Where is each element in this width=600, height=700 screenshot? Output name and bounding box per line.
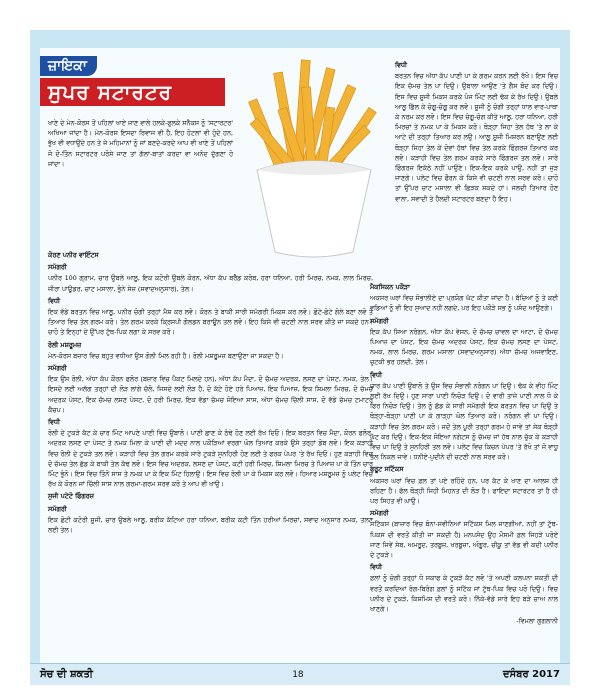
recipe-heading: ਮੈਕਸਿਕਨ ਪਕੌੜਾ bbox=[370, 283, 410, 291]
ingredients-text: ਇਕ ਛੋਟੀ ਕਟੋਰੀ ਸੂਜੀ, ਚਾਰ ਉਬਲੇ ਆਲੂ, ਬਰੀਕ ਕੱਟਿਆ ਹਰਾ ਧਨਿਆ, ਬਰੀਕ ਕਟੀ ਤਿੰਨ ਹਰੀਆਂ ਮਿਰਚਾਂ, ਸਵਾਦ ਅਨੁਸਾਰ ਨਮਕ, ਤਲਣ ਲਈ ਤੇਲ। bbox=[48, 515, 373, 535]
page-footer bbox=[30, 663, 570, 685]
left-column bbox=[48, 248, 373, 537]
method-text: ਫ਼ਲਾਂ ਨੂੰ ਚੰਗੀ ਤਰ੍ਹਾਂ ਧੋ ਸਕਾਫ ਕੇ ਟੁਕੜੇ ਕੱਟ ਲਵੋ 'ਤੇ ਅਪਣੀ ਕਲਪਨਾ ਸ਼ਕਤੀ ਦੀ ਵਰਤੋਂ ਕਰਦਿਆਂ ਰੰਗ-ਬਿਰੰਗ ਫ਼ਲਾਂ ਨੂੰ ਸਟਿੱਕ ਜਾਂ ਟੁੱਥ-ਪਿਕ ਵਿਚ ਪਰੋ ਦਿਉ। ਵਿਚ ਪਨੀਰ ਦੇ ਟੁਕੜੇ, ਕਿਸ਼ਮਿਸ਼ ਦੀ ਵਰਤੋਂ ਕਰੋ। ਨਿੱਕੇ-ਵੱਡੇ ਸਾਰੇ ਇਹ ਬੜੇ ਚਾਅ ਨਾਲ ਖਾਣਗੇ। bbox=[370, 574, 558, 614]
recipe-heading: ਰੋਲੀ ਮਸ਼ਰੂਮਜ਼ bbox=[48, 340, 82, 349]
method-text: ਬਰਤਨ ਵਿਚ ਅੱਧਾ ਕੱਪ ਪਾਣੀ ਪਾ ਕੇ ਗਰਮ ਕਰਨ ਲਈ ਰੱਖੋ। ਇਸ ਵਿਚ ਇਕ ਚੱਮਚ ਤੇਲ ਪਾ ਦਿਉ। ਉਬਾਲਾ ਆਉਣ 'ਤੇ ਗੈਸ ਬੰਦ ਕਰ ਦਿਉ। ਇਸ ਵਿਚ ਸੂਜੀ ਮਿਕਸ ਕਰਕੇ ਪੰਜ ਮਿੰਟ ਲਈ ਢੱਕ ਕੇ ਰੱਖ ਦਿਉ। ਉਬਲੇ ਆਲੂ ਛਿੱਲ ਕੇ ਚੰਗੂ-ਚੰਗੂ ਕਰ ਲਵੋ। ਸੂਜੀ ਨੂੰ ਚੰਗੀ ਤਰ੍ਹਾਂ ਧਾਲ ਵਾਰ-ਪਾਥਾ ਕੇ ਨਰਮ ਕਰ ਲਵੋ। ਇਸ ਵਿਚ ਚੰਗੂ-ਚੰਗ ਕੀਤੇ ਆਲੂ, ਹਰਾ ਧਨਿਆ, ਹਰੀ ਮਿਰਚਾਂ ਤੇ ਨਮਕ ਪਾ ਕੇ ਮਿਕਸ ਕਰੋ। ਥੋੜ੍ਹਾ ਜਿਹਾ ਤੇਲ ਹੱਥ 'ਤੇ ਲਾ ਕੇ ਆਟੇ ਦੀ ਤਰ੍ਹਾਂ ਤਿਆਰ ਕਰ ਲਉ। ਆਲੂ ਸੂਜੀ ਮਿਸ਼ਰਨ ਬਣਾਉਣ ਲਈ ਥੋੜ੍ਹਾ ਜਿਹਾ ਤੇਲ ਕੇ ਦੋਵਾਂ ਹੱਥਾਂ ਵਿਚ ਤੇਲ ਕਰਕੇ ਫਿੰਗਰਜ਼ ਤਿਆਰ ਕਰ ਲਵੋ। ਕੜਾਹੀ ਵਿਚ ਤੇਲ ਗਰਮ ਕਰਕੇ ਸਾਰੇ ਫਿੰਗਰਜ਼ ਤਲ ਲਵੋ। ਸਾਰੇ ਫਿੰਗਰਜ਼ ਇਕੱਠੇ ਨਹੀਂ ਪਾਉਣੇ। ਇਕ-ਇਕ ਕਰਕੇ ਪਾਉ, ਨਹੀਂ ਤਾਂ ਜੁੜ ਜਾਣਗੇ। ਪਲੇਟ ਵਿਚ ਫੌਰਨ ਕੇ ਕਿਸੇ ਵੀ ਚਟਣੀ ਨਾਲ ਸਰਵ ਕਰੋ। ਚਾਹੋ ਤਾਂ ਉੱਪਰ ਚਾਟ ਮਸਾਲਾ ਵੀ ਛਿੜਕ ਸਕਦੇ ਹਾਂ। ਜਲਦੀ ਤਿਆਰ ਹੋਣ ਵਾਲਾ, ਸਵਾਦੀ ਤੇ ਹੈਲਦੀ ਸਟਾਰਟਰ ਬਣਦਾ ਹੈ ਇਹ। bbox=[395, 72, 558, 203]
recipe-heading: ਕੋਰਣ ਪਨੀਰ ਵਾਇੰਟਸ bbox=[48, 251, 99, 259]
intro-paragraph: ਖਾਣੇ ਦੇ ਮੇਨ-ਕੋਰਸ ਤੋਂ ਪਹਿਲਾਂ ਖਾਏ ਜਾਣ ਵਾਲੇ ਹਲਕੇ-ਫੁਲਕੇ ਸਨੈਕਸ ਨੂੰ 'ਸਟਾਰਟਰ' ਅਖਿਆ ਜਾਂਦਾ ਹੈ। ਮੇਨ-ਕੋਰਸ ਇਸਦਾ ਰਿਵਾਜ ਵੀ ਹੈ, ਇਹ ਹੋਟਲਾਂ ਵੀ ਹੁੰਦੇ ਹਨ, ਭੁੱਖ ਵੀ ਵਧਾਉਂਦੇ ਹਨ ਤੇ ਜੇ ਮਹਿਮਾਨਾਂ ਨੂੰ ਜਾਂ ਬਣਦੇ-ਕਰਦੇ ਆਪ ਵੀ ਖਾਣੇ ਤੋਂ ਪਹਿਲਾਂ ਜੋ ਦੋ-ਤਿੰਨ ਸਟਾਰਟਰ ਪਰੋਸੇ ਜਾਣ ਤਾਂ ਗੱਲਾਂ-ਬਾਤਾਂ ਕਰਦਾ ਵਾ ਅਨੰਦ ਦੁੱਗਣਾ ਹੋ ਜਾਂਦਾ। bbox=[48, 119, 233, 168]
title-top-badge: ਜ਼ਾਇਕਾ bbox=[40, 56, 97, 76]
intro-text-block bbox=[48, 118, 233, 171]
method-label: ਵਿਧੀ bbox=[370, 370, 383, 379]
right-top-column bbox=[395, 58, 558, 206]
header-band bbox=[30, 30, 570, 48]
recipe-heading: ਸੁਜੀ ਪਟੇਟੋ ਫਿੰਗਰਜ਼ bbox=[48, 492, 94, 501]
title-main: ਸੁਪਰ ਸਟਾਰਟਰ bbox=[40, 78, 225, 106]
page-number: 18 bbox=[292, 669, 304, 680]
recipe-intro: ਅਕਸਰ ਘਰਾਂ ਵਿਚ ਸੰਭਾਲੀਏ ਦਾ ਪ੍ਰਯੋਗ ਘੱਟ ਕੀਤਾ ਜਾਂਦਾ ਹੈ। ਬੱਚਿਆਂ ਨੂੰ ਤੇ ਕਈ ਵਡਿਆਂ ਨੂੰ ਵੀ ਇਹ ਸੁਆਦ ਨਹੀਂ ਲਗਦੇ, ਪਰ ਇਹ ਪਕੌੜੇ ਸਭ ਨੂੰ ਪਸੰਦ ਆਉਣਗੇ। bbox=[370, 294, 558, 313]
recipe-intro: ਮੇਨ-ਕੋਰਸ ਬਜ਼ਾਰ ਵਿਚ ਬਹੁਤ ਵਧੀਆ ਉਸ ਗੋਲੀ ਮਿਲ ਰਹੀ ਹੈ। ਰੋਲੀ ਮਸ਼ਰੂਮਜ਼ ਬਣਾਉਣਾ ਜਾ ਸਕਦਾ ਹੈ। bbox=[48, 351, 284, 360]
right-column bbox=[370, 280, 558, 629]
method-text: ਚਾਰ ਕੱਪ ਪਾਣੀ ਉਬਾਲੋ ਤੇ ਉਸ ਵਿਚ ਸੰਭਾਲੀ ਨਰੰਗਨ ਪਾ ਦਿਉ। ਢੱਕ ਕੇ ਵੀਹ ਮਿੰਟ ਲਈ ਰੱਖ ਦਿਉ। ਹੁਣ ਸਾਰਾ ਪਾਣੀ ਨਿਚੋੜ ਦਿਉ। ਦੋ ਵਾਰੀ ਤਾਜ਼ੇ ਪਾਣੀ ਨਾਲ ਧੋ ਕੇ ਫਿਰ ਨਿਚੋੜ ਦਿਉ। ਤੇਲ ਨੂੰ ਛੱਡ ਕੇ ਸਾਰੀ ਸਮੱਗਰੀ ਇਕ ਬਰਤਨ ਵਿਚ ਪਾ ਦਿਉ ਤੇ ਥੋੜ੍ਹਾ-ਥੋੜ੍ਹਾ ਪਾਣੀ ਪਾ ਕੇ ਗਾੜ੍ਹਾ ਘੋਲ ਤਿਆਰ ਕਰੋ। ਨਰੰਗਨ ਵੀ ਪਾ ਦਿਉ। ਕੜਾਹੀ ਵਿਚ ਤੇਲ ਗਰਮ ਕਰੋ। ਜਦੋਂ ਤੇਲ ਪੂਰੀ ਤਰ੍ਹਾਂ ਗਰਮ ਹੋ ਜਾਵੇ ਤਾਂ ਸੇਕ ਥੋੜ੍ਹੀ ਘੱਟ ਕਰ ਦਿਉ। ਇਕ-ਇਕ ਸੋਇਆ ਨਗੇਟਸ ਨੂੰ ਚੱਮਚ ਜਾਂ ਹੱਥ ਨਾਲ ਚੁੱਕ ਕੇ ਕੜਾਹੀ ਵਿਚ ਪਾ ਦਿਉ ਤੇ ਸੁਨਹਿਰੀ ਤਲ ਲਵੋ। ਪਲੇਟ ਵਿਚ ਕਿਚਨ ਪੇਪਰ 'ਤੇ ਰੱਖੋ ਤਾਂ ਜੋ ਵਾਧੂ ਤੇਲ ਨਿਕਲ ਜਾਵੇ। ਧਨੀਏ-ਪੁਦੀਨੇ ਦੀ ਚਟਣੀ ਨਾਲ ਸਰਵ ਕਰੋ। bbox=[370, 381, 558, 462]
author-name: -ਵਿਮਲਾ ਗੁਗਲਾਨੀ bbox=[516, 617, 558, 626]
ingredients-text: ਇਕ ਕੱਪ ਸਿਆ ਨਰੰਗਨ, ਅੱਧਾ ਕੱਪ ਵੇਸਨ, ਦੋ ਚੱਮਚ ਚਾਵਲ ਦਾ ਆਟਾ, ਦੋ ਚੱਮਚ ਪਿਆਜ਼ ਦਾ ਪੇਸਟ, ਇਕ ਚੱਮਚ ਅਦਰਕ ਪੇਸਟ, ਇਕ ਚੱਮਚ ਲਸਣ ਦਾ ਪੇਸਟ, ਨਮਕ, ਲਾਲ ਮਿਰਚ, ਗਰਮ ਮਸਾਲਾ (ਸਵਾਦਅਨੁਸਾਰ) ਅੱਧਾ ਚੱਮਚ ਅਜਵਾਇਣ, ਚੁਟਕੀ ਭਰ ਹਲਦੀ, ਤੇਲ। bbox=[370, 327, 558, 367]
magazine-name: ਸੋਚ ਦੀ ਸ਼ਕਤੀ bbox=[40, 669, 93, 680]
left-decor-strip bbox=[30, 48, 40, 668]
french-fries-image bbox=[235, 52, 390, 262]
paper-cup bbox=[257, 161, 371, 257]
magazine-page bbox=[30, 30, 570, 685]
method-label: ਵਿਧੀ bbox=[48, 296, 61, 305]
ingredients-label: ਸਮੱਗਰੀ bbox=[48, 504, 67, 513]
issue-date: ਦਸੰਬਰ 2017 bbox=[502, 669, 560, 680]
ingredients-text: ਇਕ ਉਸ ਰੋਲੀ, ਅੱਧਾ ਕੱਪ ਕੌਰਨ ਫਲੋਰ (ਬਜ਼ਾਰ ਵਿਚ ਪੈਕਟ ਮਿਲਦੇ ਹਨ), ਅੱਧਾ ਕੱਪ ਮੈਦਾ, ਦੋ ਚੱਮਚ ਅਦਰਕ, ਲਸਣ ਦਾ ਪੇਸਟ, ਨਮਕ, ਤੇਲ। ਇਸਦੇ ਲਈ ਅਲੱਗ ਤਰ੍ਹਾਂ ਦੀ ਲੋੜ ਲਾਂਗੇ ਚੱਲੋ, ਜਿਸਦੇ ਲਈ ਲੋੜ ਹੈ, ਦੋ ਕੱਟੇ ਹੋਏ ਹਰੇ ਪਿਆਜ਼, ਇਕ ਪਿਆਜ਼, ਇਕ ਸ਼ਿਮਲਾ ਮਿਰਚ, ਦੋ ਚੱਮਚ ਅਦਰਕ ਪੇਸਟ, ਇਕ ਚੱਮਚ ਲਸਣ ਪੇਸਟ, ਦੋ ਹਰੀ ਮਿਰਚ, ਇਕ ਵੱਡਾ ਚੱਮਚ ਸੋਇਆ ਸਾਸ, ਅੱਧਾ ਚੱਮਚ ਚਿੱਲੀ ਸਾਸ, ਦੋ ਵੱਡੇ ਚੱਮਚ ਟਮਾਟਰ ਕੈਚਪ। bbox=[48, 375, 373, 414]
recipe-intro: ਅਕਸਰ ਘਰਾਂ ਵਿਚ ਫ਼ਲ ਤਾਂ ਪਏ ਰਹਿੰਦੇ ਹਨ, ਪਰ ਕੱਟ ਕੇ ਖਾਣ ਦਾ ਆਲਸ ਹੀ ਰਹਿਣਾ ਹੈ। ਫੱਲ ਥੋੜ੍ਹੀ ਜਿਹੀ ਮਿਹਨਤ ਦੀ ਲੋੜ ਹੈ। ਫਾਇਦਾ ਸਟਾਰਟਰ ਤਾਂ ਹੈ ਹੀ ਪਰ ਸਿਹਤ ਵੀ ਘਾਉ। bbox=[370, 476, 558, 506]
right-decor-strip bbox=[560, 48, 570, 668]
method-label: ਵਿਧੀ bbox=[48, 418, 61, 427]
method-label: ਵਿਧੀ bbox=[395, 61, 408, 69]
ingredients-text: ਸਟਿੱਕਸ (ਬਾਜ਼ਾਰ ਵਿਚ ਬੰਨਾ-ਸਵੀਨਿਆਂ ਸਟਿੱਕਸ ਮਿਲ ਜਾਣਗੀਆਂ, ਨਹੀਂ ਤਾਂ ਟੁੱਥ-ਪਿਕਸ ਦੀ ਵਰਤੋਂ ਕੀਤੀ ਜਾ ਸਕਦੀ ਹੈ) ਮਨਪਸੰਦ ਉਹ ਮੌਸਮੀ ਫ਼ਲ ਜਿਹੜੇ ਪਰੋਏ ਜਾਣ ਜਿਵੇਂ ਸੇਬ, ਅਮਰੂਦ, ਤਰਬੂਜ਼, ਖਰਬੂਜ਼ਾ, ਅੰਗੂਰ, ਚੀਕੂ ਤਾਂ ਵੱਡ ਵੀ ਕਦੀ ਪਨੀਰ ਦੇ ਟੁਕੜੇ। bbox=[370, 520, 558, 560]
ingredients-text: ਪਨੀਰ 100 ਗ੍ਰਾਮ, ਚਾਰ ਉਬਲੇ ਆਲੂ, ਇਕ ਕਟੋਰੀ ਉਬਲੇ ਕੋਰਨ, ਅੱਧਾ ਕੱਪ ਬਰੈੱਡ ਕਰੰਬ, ਹਰਾ ਧਨਿਆ, ਹਰੀ ਮਿਰਚ, ਨਮਕ, ਲਾਲ ਮਿਰਚ, ਜੀਰਾ ਪਾਊਡਰ, ਚਾਟ ਮਸਾਲਾ, ਭੁੰਨੇ ਸੇਜ਼ (ਸਵਾਦਅਨੁਸਾਰ), ਤੇਲ। bbox=[48, 274, 373, 293]
method-text: ਇਕ ਵੱਡੇ ਬਰਤਨ ਵਿਚ ਆਲੂ, ਪਨੀਰ ਚੰਗੀ ਤਰ੍ਹਾਂ ਮੈਸ਼ ਕਰ ਲਵੋ। ਕੋਰਨ ਤੇ ਬਾਕੀ ਸਾਰੀ ਸਮੱਗਰੀ ਮਿਕਸ ਕਰ ਲਵੋ। ਛੋਟੇ-ਛੋਟੇ ਗੋਲੇ ਬਣਾ ਲਵੋ ਤੇ ਤਿਆਰ ਵਿਚ ਤੇਲ ਗਰਮ ਕਰੋ। ਤੇਲ ਗਰਮ ਕਰਕੇ ਕ੍ਰਿਸਪੀ ਗੋਲਡਨ ਬਰਾਊਨ ਤਲ ਲਵੋ। ਇਹ ਕਿਸੇ ਵੀ ਚਟਣੀ ਨਾਲ ਸਰਵ ਕੀਤੇ ਜਾ ਸਕਦੇ ਹਨ। ਚਾਹੋ ਤੇ ਇਨ੍ਹਾਂ ਦੇ ਉੱਪਰ ਟੁੱਥ-ਪਿਕ ਲਗਾ ਕੇ ਸਰਵ ਕਰੋ। bbox=[48, 308, 373, 337]
article-title bbox=[40, 55, 225, 107]
ingredients-label: ਸਮੱਗਰੀ bbox=[370, 316, 389, 325]
ingredients-label: ਸਮੱਗਰੀ bbox=[48, 263, 67, 272]
method-text: ਰੋਲੀ ਦੇ ਟੁਕੜੇ ਕੱਟ ਕੇ ਚਾਰ ਮਿੰਟ ਆਪਣੇ ਪਾਣੀ ਵਿਚ ਉਬਾਲੋ। ਪਾਣੀ ਛਾਣ ਕੇ ਠੰਢੇ ਹੋਣ ਲਈ ਰੱਖ ਦਿਓ। ਇਕ ਬਰਤਨ ਵਿਚ ਮੈਦਾ, ਕੋਰਨ ਫਲੋਰ, ਅਦਰਕ ਲਸਣ ਦਾ ਪੇਸਟ ਤੇ ਨਮਕ ਮਿਲਾ ਕੇ ਪਾਣੀ ਦੀ ਮਦਦ ਨਾਲ ਪਕੌੜਿਆਂ ਵਰਗਾ ਘੋਲ ਤਿਆਰ ਕਰਕੇ ਉਸੇ ਤਰ੍ਹਾਂ ਡੋਬ ਲਵੋ। ਇਕ ਕੜਾਹੀ ਵਿਚ ਰੋਲੀ ਦੇ ਟੁਕੜੇ ਤਲ ਲਵੋ। ਕੜਾਹੀ ਵਿਚ ਤੇਲ ਗਰਮ ਕਰਕੇ ਸਾਰੇ ਟੁਕੜੇ ਸੁਨਹਿਰੀ ਹੋਣ ਲਈ ਤੇ ਫਰਕ ਪੇਪਰ 'ਤੇ ਰੱਖ ਦਿਓ। ਹੁਣ ਕੜਾਹੀ ਵਿਚ ਦੋ ਚੱਮਚ ਤੇਲ ਛੱਡ ਕੇ ਬਾਕੀ ਤੇਲ ਕੱਢ ਲਵੋ। ਇਸ ਵਿਚ ਅਦਰਕ, ਲਸਣ ਦਾ ਪੇਸਟ, ਕਟੀ ਹਰੀ ਮਿਰਚ, ਸ਼ਿਮਲਾ ਮਿਰਚ ਤੇ ਪਿਆਜ਼ ਪਾ ਕੇ ਤਿੰਨ ਚਾਰ ਮਿੰਟ ਭੁੰਨੋ। ਇਸ ਵਿਚ ਤਿੰਨੋਂ ਸਾਸ ਤੇ ਨਮਕ ਪਾ ਕੇ ਇਕ ਮਿੰਟ ਹਿਲਾਉ। ਇਸ ਵਿਚ ਰੋਲੀ ਪਾ ਕੇ ਮਿਕਸ ਕਰ ਲਵੋ। ਹਿਆਰ ਮਸ਼ਰੂਮਜ਼ ਨੂੰ ਪਲੇਟ ਵਿਚ ਰੱਖ ਕੇ ਕੋਰਨ ਜਾਂ ਚਿੱਲੀ ਸਾਸ ਨਾਲ ਗਰਮਾ-ਗਰਮ ਸਰਵ ਕਰੋ ਤੇ ਆਪ ਵੀ ਖਾਉ। bbox=[48, 429, 373, 489]
method-label: ਵਿਧੀ bbox=[370, 563, 383, 572]
ingredients-label: ਸਮੱਗਰੀ bbox=[370, 509, 389, 518]
ingredients-label: ਸਮੱਗਰੀ bbox=[48, 364, 67, 373]
recipe-heading: ਫਰੂਟ ਸਟਿੱਕਸ bbox=[370, 465, 404, 474]
top-margin bbox=[0, 0, 600, 30]
